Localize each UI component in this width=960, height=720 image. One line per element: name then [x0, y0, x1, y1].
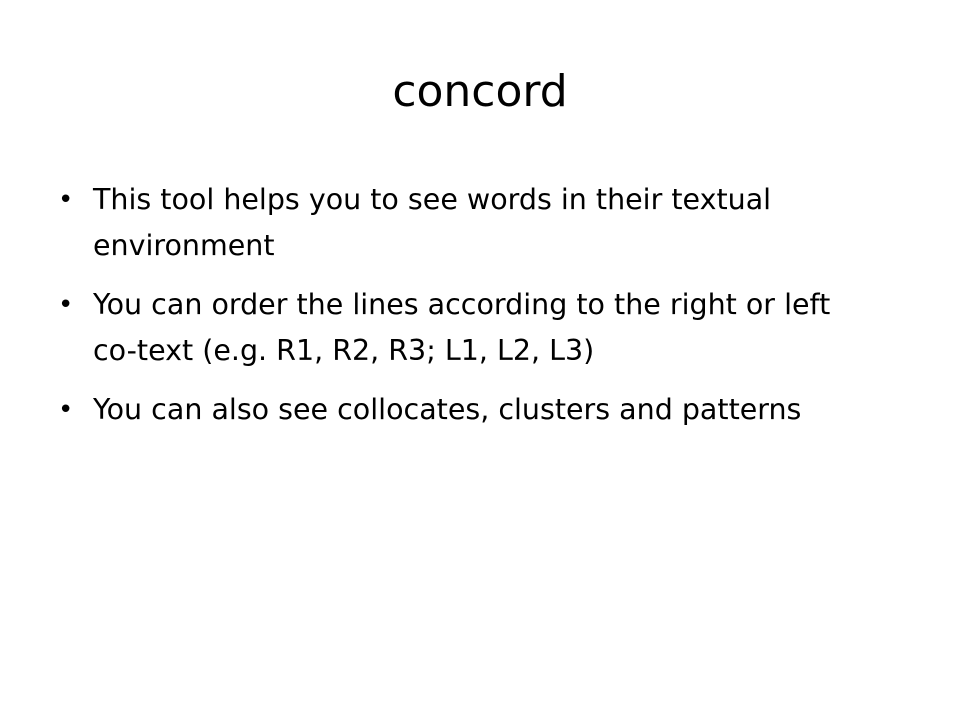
- bullet-dot-icon: •: [58, 395, 74, 425]
- bullet-dot-icon: •: [58, 185, 74, 215]
- bullet-text: This tool helps you to see words in their textual environment: [93, 183, 772, 262]
- bullet-dot-icon: •: [58, 290, 74, 320]
- bullet-text: You can order the lines according to the right or left co-text (e.g. R1, R2, R3; L1, L2, L3): [93, 288, 831, 367]
- bullet-item: [58, 387, 878, 433]
- bullet-item: [58, 177, 878, 269]
- bullet-list: [58, 177, 878, 446]
- bullet-item: [58, 282, 878, 374]
- slide-title: concord: [392, 66, 568, 117]
- bullet-text: You can also see collocates, clusters and patterns: [93, 393, 802, 426]
